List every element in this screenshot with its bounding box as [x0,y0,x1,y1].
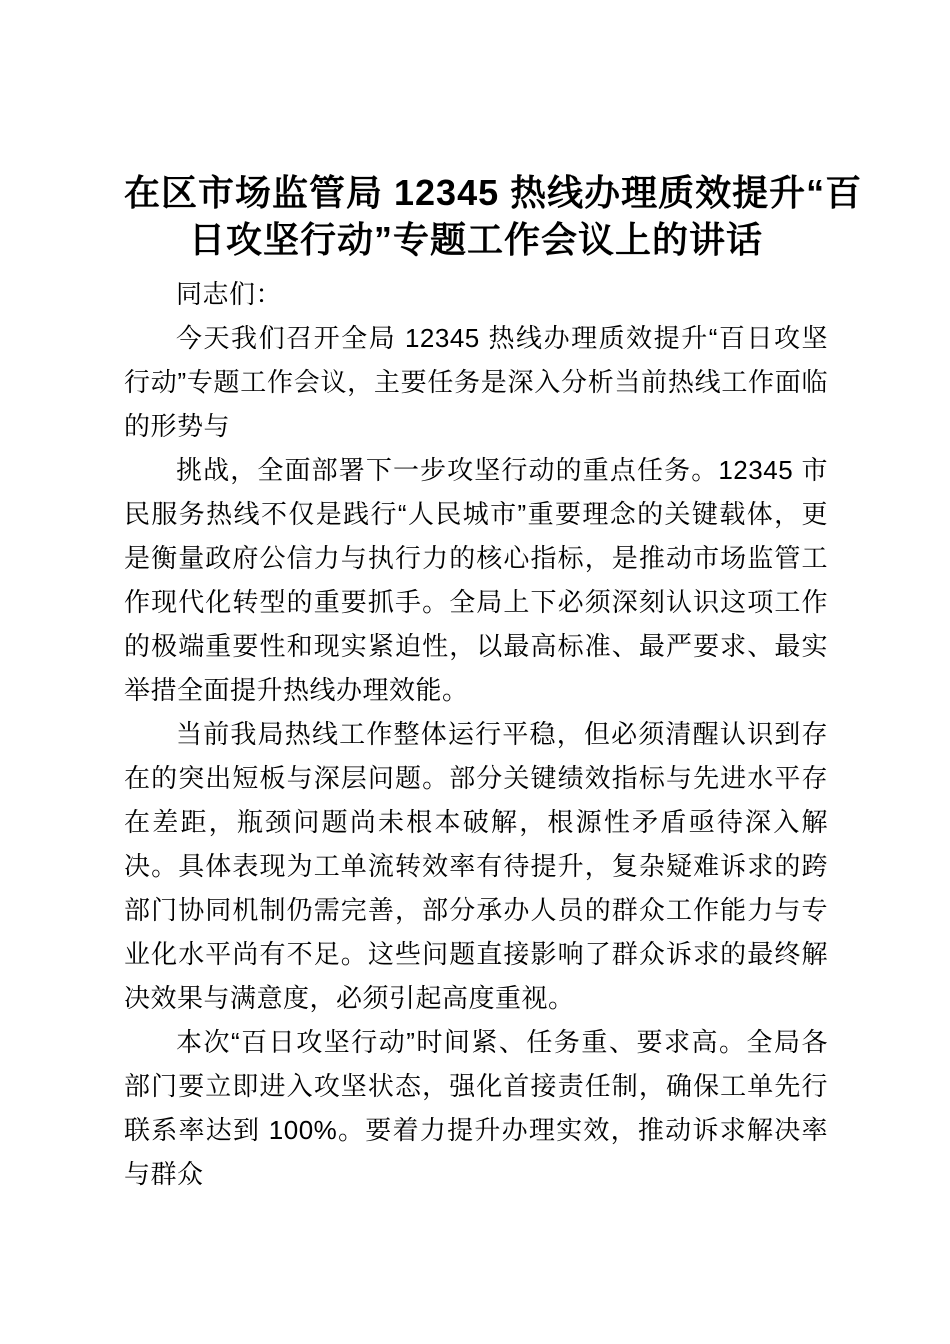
document-title [124,169,863,263]
document-title-line-2: 日攻坚行动”专题工作会议上的讲话 [188,219,763,260]
paragraph-problems: 当前我局热线工作整体运行平稳，但必须清醒认识到存在的突出短板与深层问题。部分关键绩效指标与先进水平存在差距，瓶颈问题尚未根本破解，根源性矛盾亟待深入解决。具体表现为工单流转效率有待提升，复杂疑难诉求的跨部门协同机制仍需完善，部分承办人员的群众工作能力与专业化水平尚有不足。这些问题直接影响了群众诉求的最终解决效果与满意度，必须引起高度重视。 [124,719,828,1013]
document-title-line-1: 在区市场监管局 12345 热线办理质效提升“百 [124,172,863,213]
paragraph-opening: 今天我们召开全局 12345 热线办理质效提升“百日攻坚行动”专题工作会议，主要任务是深入分析当前热线工作面临的形势与 [124,323,828,441]
paragraph-salutation: 同志们： [176,279,283,309]
paragraph-significance: 挑战，全面部署下一步攻坚行动的重点任务。12345 市民服务热线不仅是践行“人民城市”重要理念的关键载体，更是衡量政府公信力与执行力的核心指标，是推动市场监管工作现代化转型的重要抓手。全局上下必须深刻认识这项工作的极端重要性和现实紧迫性，以最高标准、最严要求、最实举措全面提升热线办理效能。 [124,455,828,705]
document-body [124,272,828,1196]
paragraph-campaign-requirements: 本次“百日攻坚行动”时间紧、任务重、要求高。全局各部门要立即进入攻坚状态，强化首接责任制，确保工单先行联系率达到 100%。要着力提升办理实效，推动诉求解决率与群众 [124,1027,828,1189]
